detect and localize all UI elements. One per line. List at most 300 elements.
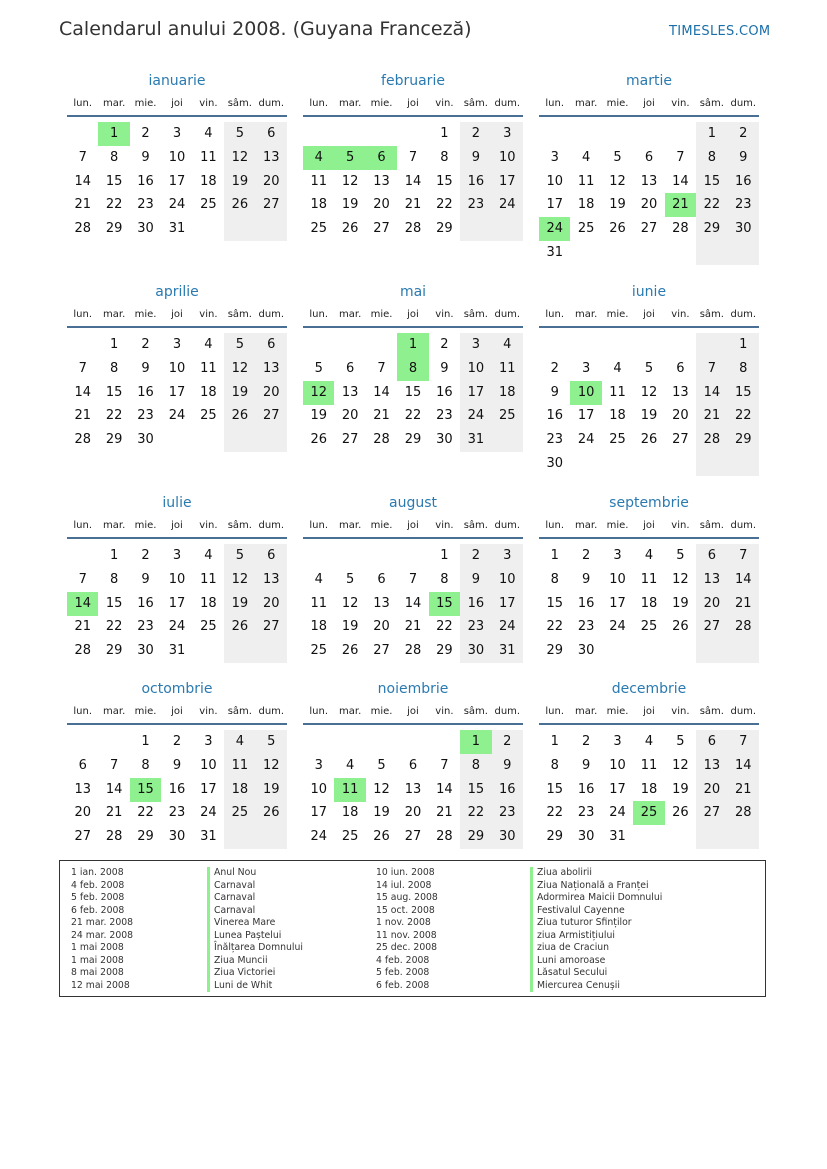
day-cell: 23 <box>577 805 595 821</box>
day-cell: 29 <box>467 829 485 845</box>
legend-date: 21 mar. 2008 <box>71 917 134 928</box>
day-cell: 22 <box>137 805 154 821</box>
holiday-day-cell: 5 <box>334 146 365 170</box>
holiday-day-cell: 15 <box>130 778 161 802</box>
month-block <box>67 284 287 452</box>
month-block <box>303 284 523 452</box>
day-cell: 22 <box>436 197 453 213</box>
day-cell: 24 <box>310 829 327 845</box>
day-cell: 4 <box>613 360 622 376</box>
weekday-header: sâm. <box>699 309 724 320</box>
day-cell: 21 <box>735 595 752 611</box>
day-cell: 26 <box>310 432 327 448</box>
day-cell: 13 <box>373 173 390 189</box>
legend-name-column <box>207 867 303 992</box>
day-cell: 26 <box>231 197 249 213</box>
day-cell: 5 <box>377 757 386 773</box>
day-cell: 27 <box>672 432 689 448</box>
holiday-day-cell: 14 <box>67 592 98 616</box>
day-cell: 21 <box>373 408 390 424</box>
day-cell: 10 <box>168 149 186 165</box>
weekday-header: joi <box>171 309 183 320</box>
legend-date: 1 mai 2008 <box>71 942 124 953</box>
day-cell: 2 <box>141 548 150 563</box>
month-name: octombrie <box>141 681 213 697</box>
day-cell: 30 <box>735 221 752 237</box>
day-cell: 19 <box>672 595 689 611</box>
day-cell: 21 <box>735 781 752 797</box>
day-cell: 25 <box>200 408 217 424</box>
day-cell: 7 <box>676 149 685 165</box>
day-cell: 17 <box>200 781 217 797</box>
legend-date: 8 mai 2008 <box>71 967 124 978</box>
site-link[interactable]: TIMESLES.COM <box>669 24 771 39</box>
month-block <box>303 495 523 663</box>
day-cell: 17 <box>609 595 626 611</box>
day-cell: 12 <box>373 781 390 797</box>
day-cell: 20 <box>74 805 91 821</box>
weekday-header: sâm. <box>227 309 252 320</box>
header-divider <box>539 115 759 117</box>
day-cell: 21 <box>404 197 422 213</box>
day-cell: 5 <box>345 571 355 587</box>
day-cell: 26 <box>263 805 280 821</box>
day-cell: 2 <box>739 126 748 141</box>
weekday-header: mar. <box>575 98 598 109</box>
day-cell: 13 <box>341 384 359 400</box>
day-cell: 7 <box>377 360 386 376</box>
weekday-header: lun. <box>73 98 93 109</box>
month-name: aprilie <box>155 284 199 300</box>
day-cell: 2 <box>471 126 480 141</box>
day-cell: 3 <box>204 734 213 749</box>
weekday-header: mie. <box>606 309 629 320</box>
day-cell: 13 <box>404 781 422 797</box>
day-cell: 2 <box>550 360 559 376</box>
day-cell: 24 <box>609 619 626 635</box>
weekday-header: mie. <box>134 706 157 717</box>
weekday-header: dum. <box>258 706 285 717</box>
day-cell: 23 <box>499 805 516 821</box>
day-cell: 11 <box>200 571 217 587</box>
day-cell: 22 <box>436 619 453 635</box>
weekday-header: mar. <box>339 98 362 109</box>
day-cell: 17 <box>168 173 186 189</box>
day-cell: 30 <box>467 643 485 659</box>
day-cell: 27 <box>74 829 91 845</box>
day-cell: 8 <box>707 149 716 165</box>
day-cell: 25 <box>310 221 327 237</box>
weekday-header: sâm. <box>463 309 488 320</box>
day-cell: 28 <box>105 829 123 845</box>
day-cell: 5 <box>267 734 276 749</box>
day-cell: 26 <box>640 432 658 448</box>
weekday-header: joi <box>407 309 419 320</box>
day-cell: 3 <box>314 757 323 773</box>
weekday-header: mar. <box>339 309 362 320</box>
day-cell: 23 <box>168 805 186 821</box>
legend-holiday-name: Carnaval <box>207 905 303 918</box>
day-cell: 11 <box>499 360 516 376</box>
legend-date: 24 mar. 2008 <box>71 929 134 941</box>
day-cell: 8 <box>471 757 480 773</box>
day-cell: 1 <box>440 126 449 141</box>
day-cell: 10 <box>499 571 516 587</box>
day-cell: 16 <box>735 173 752 189</box>
day-cell: 19 <box>640 408 658 424</box>
weekday-header: joi <box>407 520 419 531</box>
day-cell: 1 <box>550 734 559 749</box>
day-cell: 23 <box>137 619 154 635</box>
day-cell: 16 <box>546 408 563 424</box>
day-cell: 20 <box>341 408 359 424</box>
day-cell: 11 <box>310 595 327 611</box>
day-cell: 4 <box>503 337 512 352</box>
day-cell: 12 <box>672 757 689 773</box>
day-cell: 15 <box>735 384 752 400</box>
day-cell: 18 <box>310 197 327 213</box>
day-cell: 26 <box>341 221 359 237</box>
day-cell: 21 <box>74 197 91 213</box>
day-cell: 9 <box>440 360 449 376</box>
day-cell: 10 <box>467 360 485 376</box>
weekday-header: lun. <box>73 706 93 717</box>
day-cell: 31 <box>546 245 563 260</box>
day-cell: 18 <box>200 173 217 189</box>
holiday-day-cell: 25 <box>633 801 664 825</box>
weekday-header: dum. <box>258 520 285 531</box>
day-cell: 30 <box>137 221 154 237</box>
legend-date: 1 ian. 2008 <box>71 867 124 878</box>
day-cell: 8 <box>550 571 559 587</box>
day-cell: 11 <box>577 173 595 189</box>
day-cell: 30 <box>577 643 595 659</box>
day-cell: 5 <box>676 548 685 563</box>
day-cell: 26 <box>341 643 359 659</box>
weekday-header: vin. <box>671 520 690 531</box>
day-cell: 16 <box>436 384 453 400</box>
day-cell: 8 <box>109 571 119 587</box>
day-cell: 20 <box>703 595 721 611</box>
day-cell: 25 <box>310 643 327 659</box>
weekday-header: dum. <box>494 520 521 531</box>
header-divider <box>303 537 523 539</box>
day-cell: 14 <box>105 781 123 797</box>
day-cell: 27 <box>373 643 390 659</box>
weekday-header: mie. <box>606 706 629 717</box>
day-cell: 17 <box>546 197 563 213</box>
holiday-day-cell: 12 <box>303 381 334 405</box>
day-cell: 25 <box>609 432 626 448</box>
day-cell: 16 <box>467 173 485 189</box>
day-cell: 9 <box>471 571 480 587</box>
day-cell: 12 <box>341 595 359 611</box>
day-cell: 1 <box>109 548 119 563</box>
day-cell: 13 <box>703 757 721 773</box>
day-cell: 17 <box>310 805 327 821</box>
day-cell: 23 <box>467 619 485 635</box>
day-cell: 8 <box>550 757 559 773</box>
day-cell: 14 <box>74 173 91 189</box>
holiday-day-cell: 1 <box>98 122 129 146</box>
day-cell: 14 <box>735 757 752 773</box>
header-divider <box>303 115 523 117</box>
day-cell: 10 <box>168 360 186 376</box>
day-cell: 4 <box>345 757 355 773</box>
day-cell: 20 <box>640 197 658 213</box>
month-block <box>539 681 759 849</box>
day-cell: 8 <box>440 571 449 587</box>
day-cell: 30 <box>137 643 154 659</box>
weekday-header: mie. <box>370 520 393 531</box>
weekday-header: joi <box>171 520 183 531</box>
weekday-header: vin. <box>435 309 454 320</box>
day-cell: 29 <box>546 643 563 659</box>
legend-name-column <box>530 867 662 992</box>
day-cell: 3 <box>503 126 512 141</box>
day-cell: 9 <box>739 149 748 165</box>
day-cell: 14 <box>672 173 689 189</box>
weekday-header: vin. <box>435 520 454 531</box>
day-cell: 23 <box>735 197 752 213</box>
legend-holiday-name: Luni de Whit <box>207 980 303 993</box>
day-cell: 12 <box>231 149 249 165</box>
legend-date: 6 feb. 2008 <box>376 979 430 991</box>
day-cell: 20 <box>263 595 280 611</box>
day-cell: 11 <box>640 571 658 587</box>
month-name: ianuarie <box>148 73 206 89</box>
day-cell: 23 <box>577 619 595 635</box>
day-cell: 7 <box>78 360 87 376</box>
day-cell: 3 <box>172 548 182 563</box>
day-cell: 31 <box>168 643 186 659</box>
weekday-header: lun. <box>309 520 329 531</box>
holiday-day-cell: 8 <box>397 357 428 381</box>
day-cell: 17 <box>467 384 485 400</box>
day-cell: 28 <box>404 643 422 659</box>
header-divider <box>539 537 759 539</box>
day-cell: 16 <box>137 173 154 189</box>
holiday-day-cell: 1 <box>460 730 491 754</box>
day-cell: 14 <box>74 384 91 400</box>
day-cell: 12 <box>231 360 249 376</box>
day-cell: 16 <box>137 384 154 400</box>
legend-date: 1 nov. 2008 <box>376 917 431 928</box>
page-title: Calendarul anului 2008. (Guyana Franceză) <box>59 18 472 40</box>
day-cell: 6 <box>707 734 716 749</box>
day-cell: 4 <box>644 548 654 563</box>
day-cell: 18 <box>310 619 327 635</box>
day-cell: 12 <box>609 173 626 189</box>
day-cell: 18 <box>200 384 217 400</box>
day-cell: 22 <box>735 408 752 424</box>
day-cell: 16 <box>467 595 485 611</box>
day-cell: 24 <box>168 408 186 424</box>
day-cell: 3 <box>471 337 480 352</box>
day-cell: 8 <box>141 757 150 773</box>
day-cell: 24 <box>499 197 516 213</box>
day-cell: 15 <box>436 173 453 189</box>
weekday-header: joi <box>171 98 183 109</box>
legend-holiday-name: Carnaval <box>207 880 303 893</box>
weekday-header: sâm. <box>227 706 252 717</box>
day-cell: 22 <box>467 805 485 821</box>
day-cell: 19 <box>373 805 390 821</box>
weekday-header: dum. <box>494 309 521 320</box>
day-cell: 6 <box>267 548 276 563</box>
day-cell: 18 <box>640 781 658 797</box>
day-cell: 5 <box>235 337 244 352</box>
day-cell: 2 <box>172 734 182 749</box>
day-cell: 20 <box>404 805 422 821</box>
weekday-header: vin. <box>199 520 218 531</box>
weekday-header: vin. <box>671 309 690 320</box>
day-cell: 16 <box>168 781 186 797</box>
weekday-header: dum. <box>494 706 521 717</box>
day-cell: 28 <box>703 432 721 448</box>
day-cell: 23 <box>137 408 154 424</box>
holiday-legend <box>59 860 766 997</box>
day-cell: 20 <box>263 173 280 189</box>
weekday-header: lun. <box>73 520 93 531</box>
day-cell: 29 <box>735 432 752 448</box>
weekday-header: mie. <box>370 309 393 320</box>
day-cell: 13 <box>640 173 658 189</box>
day-cell: 2 <box>581 548 591 563</box>
day-cell: 2 <box>141 126 150 141</box>
day-cell: 22 <box>703 197 721 213</box>
day-cell: 10 <box>310 781 327 797</box>
weekday-header: joi <box>643 98 655 109</box>
weekday-header: lun. <box>545 309 565 320</box>
day-cell: 13 <box>74 781 91 797</box>
weekday-header: vin. <box>671 98 690 109</box>
day-cell: 17 <box>499 173 516 189</box>
weekday-header: joi <box>407 706 419 717</box>
month-name: februarie <box>381 73 445 89</box>
day-cell: 24 <box>577 432 595 448</box>
day-cell: 9 <box>141 571 150 587</box>
day-cell: 26 <box>672 619 689 635</box>
weekday-header: sâm. <box>699 98 724 109</box>
day-cell: 4 <box>204 548 213 563</box>
day-cell: 11 <box>200 360 217 376</box>
legend-date: 5 feb. 2008 <box>376 967 430 978</box>
day-cell: 29 <box>546 829 563 845</box>
weekday-header: vin. <box>671 706 690 717</box>
weekday-header: mar. <box>103 520 126 531</box>
weekday-header: lun. <box>309 309 329 320</box>
day-cell: 20 <box>263 384 280 400</box>
day-cell: 5 <box>235 126 244 141</box>
day-cell: 1 <box>440 548 449 563</box>
day-cell: 24 <box>168 197 186 213</box>
day-cell: 30 <box>499 829 516 845</box>
day-cell: 23 <box>467 197 485 213</box>
day-cell: 20 <box>373 619 390 635</box>
day-cell: 30 <box>546 456 563 471</box>
holiday-day-cell: 15 <box>429 592 460 616</box>
day-cell: 11 <box>200 149 217 165</box>
day-cell: 12 <box>231 571 249 587</box>
day-cell: 22 <box>546 619 563 635</box>
weekday-header: lun. <box>309 706 329 717</box>
weekday-header: joi <box>643 706 655 717</box>
legend-holiday-name: Anul Nou <box>207 867 303 880</box>
header-divider <box>303 723 523 725</box>
holiday-day-cell: 6 <box>366 146 397 170</box>
day-cell: 9 <box>581 757 591 773</box>
legend-date: 6 feb. 2008 <box>71 904 125 916</box>
day-cell: 28 <box>373 432 390 448</box>
day-cell: 24 <box>609 805 626 821</box>
weekday-header: mar. <box>575 706 598 717</box>
day-cell: 31 <box>609 829 626 845</box>
weekday-header: mie. <box>606 520 629 531</box>
legend-holiday-name: Carnaval <box>207 892 303 905</box>
day-cell: 16 <box>577 595 595 611</box>
day-cell: 21 <box>74 408 91 424</box>
day-cell: 31 <box>499 643 516 659</box>
legend-holiday-name: Ziua abolirii <box>530 867 662 880</box>
day-cell: 13 <box>373 595 390 611</box>
day-cell: 7 <box>109 757 119 773</box>
day-cell: 4 <box>235 734 244 749</box>
month-block <box>303 681 523 849</box>
legend-holiday-name: Luni amoroase <box>530 955 662 968</box>
legend-date: 4 feb. 2008 <box>71 879 125 891</box>
month-block <box>539 495 759 663</box>
day-cell: 10 <box>499 149 516 165</box>
day-cell: 27 <box>263 619 280 635</box>
day-cell: 29 <box>105 432 123 448</box>
day-cell: 19 <box>672 781 689 797</box>
month-name: iulie <box>162 495 192 511</box>
month-name: iunie <box>631 284 667 300</box>
legend-holiday-name: Lăsatul Secului <box>530 967 662 980</box>
day-cell: 10 <box>609 757 626 773</box>
weekday-header: mie. <box>370 98 393 109</box>
day-cell: 25 <box>200 619 217 635</box>
month-name: august <box>389 495 437 511</box>
weekday-header: mar. <box>103 309 126 320</box>
day-cell: 8 <box>440 149 449 165</box>
day-cell: 15 <box>703 173 721 189</box>
weekday-header: lun. <box>545 520 565 531</box>
day-cell: 25 <box>499 408 516 424</box>
day-cell: 2 <box>440 337 449 352</box>
day-cell: 27 <box>703 805 721 821</box>
weekday-header: sâm. <box>463 98 488 109</box>
day-cell: 18 <box>577 197 595 213</box>
weekday-header: dum. <box>730 309 757 320</box>
weekday-header: sâm. <box>699 706 724 717</box>
weekday-header: sâm. <box>463 520 488 531</box>
weekday-header: mie. <box>370 706 393 717</box>
day-cell: 25 <box>231 805 249 821</box>
month-name: septembrie <box>609 495 689 511</box>
day-cell: 15 <box>546 595 563 611</box>
day-cell: 2 <box>581 734 591 749</box>
weekday-header: mar. <box>103 98 126 109</box>
day-cell: 28 <box>74 432 91 448</box>
day-cell: 9 <box>172 757 182 773</box>
day-cell: 6 <box>676 360 685 376</box>
day-cell: 18 <box>341 805 359 821</box>
day-cell: 3 <box>172 126 182 141</box>
day-cell: 28 <box>672 221 689 237</box>
day-cell: 24 <box>467 408 485 424</box>
